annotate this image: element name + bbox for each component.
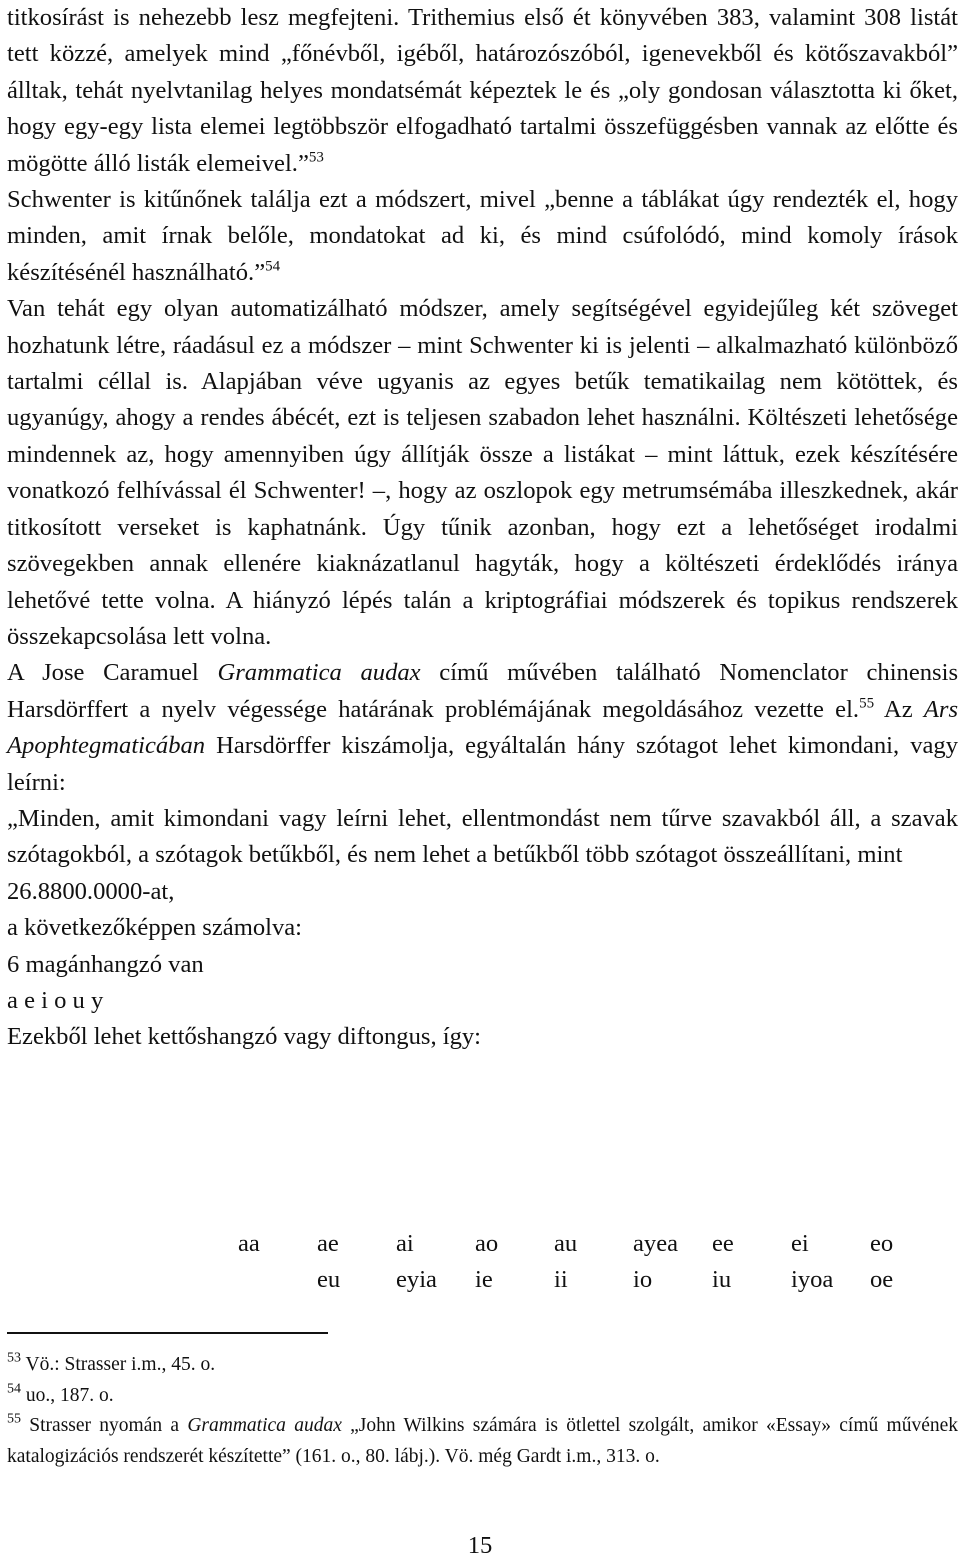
paragraph-text: Harsdörffer kiszámolja, egyáltalán hány szótagot lehet kimondani, vagy leírni: [7, 732, 958, 796]
footnote-text: „John Wilkins számára is ötlettel szolgált, amikor «Essay» című művének katalogizációs rendszerét készítette” (161. o., 80. lábj.). Vö. még Gardt i.m., 313. o. [7, 1415, 959, 1467]
diphthong-cell: au [554, 1230, 578, 1257]
footnote-text: uo., 187. o. [21, 1384, 114, 1406]
footnote-ref-55[interactable]: 55 [859, 695, 875, 712]
footnote-ref-54[interactable]: 54 [265, 258, 281, 275]
diphthong-cell: ai [396, 1230, 414, 1257]
quote-line-vowel-list: a e i o u y [7, 986, 104, 1014]
document-page [7, 0, 958, 1056]
diphthong-cell: eyia [396, 1266, 437, 1294]
diphthong-table [238, 1226, 949, 1299]
diphthong-cell: ei [791, 1230, 809, 1257]
italic-title: Grammatica audax [217, 659, 421, 687]
diphthong-cell: iyoa [791, 1266, 834, 1294]
footnote-54 [7, 1381, 958, 1412]
quote-line-diphthongs: Ezekből lehet kettőshangzó vagy diftongus, így: [7, 1023, 482, 1051]
diphthong-cell: iu [712, 1266, 732, 1294]
paragraph-text: A Jose Caramuel [7, 659, 218, 687]
diphthong-row-1 [238, 1226, 949, 1262]
footnote-text: Vö.: Strasser i.m., 45. o. [21, 1354, 216, 1375]
page-number: 15 [467, 1532, 493, 1559]
footnote-number: 55 [7, 1411, 21, 1427]
body-text [7, 0, 958, 1056]
footnote-55 [7, 1411, 958, 1472]
italic-title: Grammatica audax [187, 1415, 342, 1436]
diphthong-cell: ao [475, 1230, 499, 1257]
paragraph-text: című művében található Nomenclator chinensis Harsdörffert a nyelv végessége határának problémájának megoldásához vezette el. [7, 659, 959, 723]
diphthong-cell: eo [870, 1230, 894, 1257]
diphthong-cell: io [633, 1266, 653, 1294]
diphthong-cell: ae [317, 1230, 339, 1257]
diphthong-cell: oe [870, 1266, 894, 1294]
footnotes [7, 1350, 958, 1472]
footnote-number: 53 [7, 1350, 21, 1366]
diphthong-cell: ee [712, 1230, 734, 1257]
footnote-separator [7, 1332, 328, 1334]
diphthong-cell [238, 1262, 317, 1298]
quote-line-calc: a következőképpen számolva: [7, 914, 303, 942]
paragraph-text: Schwenter is kitűnőnek találja ezt a módszert, mivel „benne a táblákat úgy rendezték el, hogy minden, amit írnak belőle, mondatokat ad ki, és mind csúfolódó, mind komoly írások készítésénél használható.” [7, 186, 958, 286]
diphthong-cell: aa [238, 1230, 260, 1257]
diphthong-cell: ayea [633, 1230, 679, 1257]
paragraph-text: Az [874, 695, 924, 723]
quote-line-vowels: 6 magánhangzó van [7, 950, 204, 978]
paragraph-caramuel [7, 655, 958, 801]
diphthong-cell: ii [554, 1266, 568, 1294]
paragraph-text: titkosírást is nehezebb lesz megfejteni. Trithemius első ét könyvében 383, valamint 308 listát tett közzé, amelyek mind „főnévből, igéből, határozószóból, igenevekből és kötőszavakból” álltak, tehát nyelvtanilag helyes mondatsémát képeztek le és „oly gondosan választotta ki őket, hogy egy-egy lista elemei legtöbbször elfogadható tartalmi összefüggésben vannak az előtte és mögötte álló listák elemeivel.” [7, 4, 958, 177]
quote-line-number: 26.8800.0000-at, [7, 877, 175, 905]
paragraph-method: Van tehát egy olyan automatizálható módszer, amely segítségével egyidejűleg két szöveget hozhatunk létre, ráadásul ez a módszer – mint Schwenter ki is jelenti – alkalmazható különböző tartalmi céllal is. Alapjában véve ugyanis az egyes betűk tematikailag nem kötöttek, és ugyanúgy, ahogy a rendes ábécét, ezt is teljesen szabadon lehet használni. Költészeti lehetősége mindennek az, hogy amennyiben úgy állítják össze a listákat – mint láttuk, ezek készítésére vonatkozó felhívással él Schwenter! –, hogy az oszlopok egy metrumsémába illeszkednek, akár titkosított verseket is kaphatnánk. Úgy tűnik azonban, hogy ezt a lehetőséget irodalmi szövegekben annak ellenére kiaknázatlanul hagyták, hogy a költészeti érdeklődés iránya lehetővé tette volna. A hiányzó lépés talán a kriptográfiai módszerek és topikus rendszerek összekapcsolása lett volna. [7, 295, 958, 650]
footnote-53 [7, 1350, 958, 1381]
paragraph-schwenter [7, 182, 958, 291]
diphthong-cell: ie [475, 1266, 493, 1294]
quote-paragraph: „Minden, amit kimondani vagy leírni lehet, ellentmondást nem tűrve szavakból áll, a szavak szótagokból, a szótagok betűkből, és nem lehet a betűkből több szótagot összeállítani, mint [7, 804, 958, 869]
paragraph-trithemius [7, 0, 958, 182]
footnote-text: Strasser nyomán a [21, 1415, 188, 1436]
footnote-ref-53[interactable]: 53 [308, 149, 324, 166]
diphthong-row-2 [238, 1262, 949, 1298]
footnote-number: 54 [7, 1381, 21, 1397]
diphthong-cell: eu [317, 1266, 341, 1294]
italic-title: Ars Apophtegmaticában [7, 695, 959, 760]
